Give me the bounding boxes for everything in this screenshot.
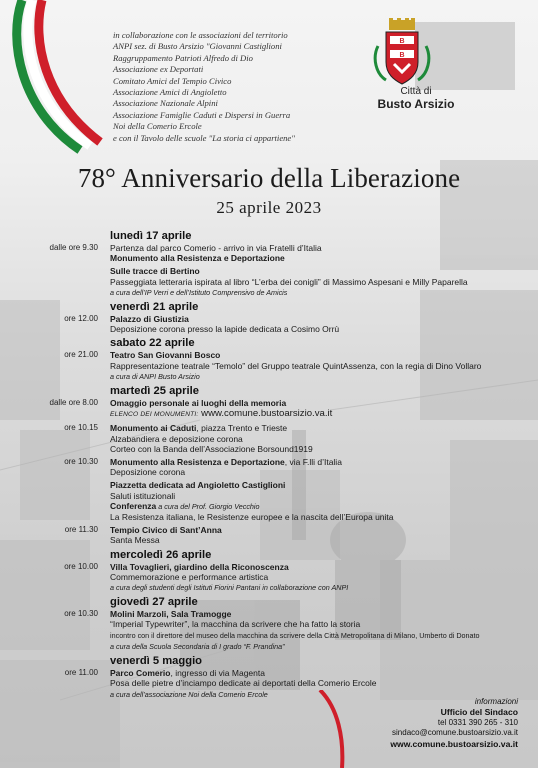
svg-text:B: B bbox=[399, 52, 405, 59]
event-text: Posa delle pietre d’inciampo dedicate ai deportati della Comerio Ercole bbox=[110, 678, 377, 689]
event-line bbox=[0, 562, 538, 572]
event-line bbox=[0, 350, 538, 360]
event-line bbox=[0, 619, 538, 629]
event-time: ore 11.00 bbox=[64, 668, 98, 678]
city-name-line2: Busto Arsizio bbox=[377, 97, 455, 111]
partner-line: Comitato Amici del Tempio Civico bbox=[113, 75, 232, 86]
day-heading: martedì 25 aprile bbox=[110, 385, 199, 398]
event-text: Monumento ai Caduti bbox=[110, 423, 197, 434]
event-time: ore 10.30 bbox=[64, 609, 98, 619]
day-heading: sabato 22 aprile bbox=[110, 337, 195, 350]
tricolor-ribbon bbox=[0, 0, 110, 160]
partner-line: Noi della Comerio Ercole bbox=[113, 121, 202, 132]
event-time: ore 21.00 bbox=[64, 350, 98, 360]
event-text-suffix: , ingresso di via Magenta bbox=[170, 668, 265, 679]
event-time: ore 11.30 bbox=[64, 525, 98, 535]
event-line bbox=[0, 572, 538, 582]
event-text: Saluti istituzionali bbox=[110, 490, 176, 501]
event-text: Corteo con la Banda dell’Associazione Borsound1919 bbox=[110, 443, 313, 454]
event-line bbox=[0, 361, 538, 371]
event-time: ore 12.00 bbox=[64, 314, 98, 324]
event-text: Deposizione corona presso la lapide dedicata a Cosimo Orrù bbox=[110, 324, 340, 335]
event-text: incontro con il direttore del museo della macchina da scrivere della Città Metropolitana di Milano, Umberto di Donato bbox=[110, 630, 480, 640]
event-line bbox=[0, 668, 538, 678]
event-text: Alzabandiera e deposizione corona bbox=[110, 433, 243, 444]
crest-icon bbox=[372, 18, 432, 86]
event-time: ore 10.00 bbox=[64, 561, 98, 571]
event-text: Molini Marzoli, Sala Tramogge bbox=[110, 609, 232, 620]
footer-email-link[interactable]: sindaco@comune.bustoarsizio.va.it bbox=[392, 728, 518, 738]
partner-line: Associazione Famiglie Caduti e Dispersi in Guerra bbox=[113, 109, 291, 120]
event-text: Tempio Civico di Sant’Anna bbox=[110, 525, 222, 536]
event-time: dalle ore 8.00 bbox=[49, 398, 98, 408]
decorative-arc bbox=[316, 690, 356, 768]
event-text: Sulle tracce di Bertino bbox=[110, 266, 200, 277]
event-date: 25 aprile 2023 bbox=[216, 198, 322, 217]
event-line bbox=[0, 408, 538, 420]
event-text-suffix: , via F.lli d’Italia bbox=[284, 457, 342, 468]
event-line bbox=[0, 467, 538, 477]
event-text: Monumento alla Resistenza e Deportazione bbox=[110, 457, 285, 468]
partner-line: in collaborazione con le associazioni del territorio bbox=[113, 30, 288, 40]
event-line bbox=[0, 501, 538, 512]
event-line bbox=[0, 371, 538, 382]
event-time: ore 10.30 bbox=[64, 457, 98, 467]
day-heading: lunedì 17 aprile bbox=[110, 230, 192, 242]
monuments-link[interactable]: www.comune.bustoarsizio.va.it bbox=[198, 408, 333, 420]
event-text: Deposizione corona bbox=[110, 467, 186, 478]
event-line bbox=[0, 609, 538, 619]
event-text: “Imperial Typewriter”, la macchina da scrivere che ha fatto la storia bbox=[110, 619, 361, 630]
event-line bbox=[0, 324, 538, 334]
partner-line: e con il Tavolo delle scuole "La storia ci appartiene" bbox=[113, 132, 295, 143]
partner-line: ANPI sez. di Busto Arsizio "Giovanni Castiglioni bbox=[113, 41, 282, 52]
event-text: Parco Comerio bbox=[110, 668, 171, 679]
event-text: Commemorazione e performance artistica bbox=[110, 571, 269, 582]
svg-text:B: B bbox=[399, 38, 405, 45]
event-text: Palazzo di Giustizia bbox=[110, 314, 189, 325]
event-line bbox=[0, 398, 538, 408]
event-line bbox=[0, 434, 538, 444]
city-logo-text bbox=[366, 85, 466, 111]
event-line bbox=[0, 266, 538, 276]
event-line bbox=[0, 277, 538, 287]
event-line bbox=[0, 535, 538, 545]
event-text-suffix: a cura del Prof. Giorgio Vecchio bbox=[156, 501, 260, 511]
event-line bbox=[0, 423, 538, 433]
event-time: ore 10.15 bbox=[64, 423, 98, 433]
event-line bbox=[0, 491, 538, 501]
partner-line: Associazione ex Deportati bbox=[113, 64, 204, 75]
event-text: Conferenza bbox=[110, 500, 157, 511]
info-footer bbox=[390, 697, 518, 749]
day-heading: mercoledì 26 aprile bbox=[110, 548, 212, 561]
event-text: Teatro San Giovanni Bosco bbox=[110, 350, 221, 361]
event-line bbox=[0, 678, 538, 688]
event-text: Omaggio personale ai luoghi della memoria bbox=[110, 398, 287, 409]
event-text: a cura degli studenti degli Istituti Fiorini Pantani in collaborazione con ANPI bbox=[110, 583, 349, 593]
event-line bbox=[0, 243, 538, 253]
partner-line: Associazione Nazionale Alpini bbox=[113, 98, 218, 109]
event-line bbox=[0, 480, 538, 490]
event-text: Santa Messa bbox=[110, 535, 160, 546]
event-line bbox=[0, 582, 538, 593]
event-line bbox=[0, 630, 538, 641]
event-text: ELENCO DEI MONUMENTI: bbox=[110, 411, 199, 419]
partner-list bbox=[113, 30, 295, 144]
event-time: dalle ore 9.30 bbox=[49, 243, 98, 252]
footer-web-link[interactable]: www.comune.bustoarsizio.va.it bbox=[390, 738, 518, 749]
event-text: a cura dell’associazione Noi della Comerio Ercole bbox=[110, 689, 268, 699]
event-line bbox=[0, 444, 538, 454]
event-text: Rappresentazione teatrale “Temolo” del Gruppo teatrale QuintAssenza, con la regia di Dino Vollaro bbox=[110, 360, 482, 371]
event-text: La Resistenza italiana, le Resistenze europee e la nascita dell’Europa unita bbox=[110, 512, 394, 523]
footer-phone: tel 0331 390 265 - 310 bbox=[437, 717, 518, 727]
event-text: a cura di ANPI Busto Arsizio bbox=[110, 371, 200, 381]
event-line bbox=[0, 287, 538, 298]
event-line bbox=[0, 314, 538, 324]
footer-office: Ufficio del Sindaco bbox=[440, 707, 518, 718]
event-text-suffix: , piazza Trento e Trieste bbox=[196, 423, 288, 434]
day-heading: venerdì 5 maggio bbox=[110, 655, 203, 668]
event-line bbox=[0, 641, 538, 652]
partner-line: Associazione Amici di Angioletto bbox=[113, 87, 227, 98]
city-name-line1: Città di bbox=[400, 86, 432, 97]
event-line bbox=[0, 525, 538, 535]
partner-line: Raggruppamento Patrioti Alfredo di Dio bbox=[113, 52, 253, 63]
day-heading: venerdì 21 aprile bbox=[110, 301, 199, 314]
event-line bbox=[0, 457, 538, 467]
day-heading: giovedì 27 aprile bbox=[110, 596, 198, 609]
event-line bbox=[0, 512, 538, 522]
event-line bbox=[0, 253, 538, 263]
footer-header: informazioni bbox=[474, 697, 518, 706]
event-text: Monumento alla Resistenza e Deportazione bbox=[110, 253, 285, 264]
event-text: Partenza dal parco Comerio - arrivo in via Fratelli d’Italia bbox=[110, 243, 322, 253]
event-text: a cura dell’IP Verri e dell’Istituto Comprensivo de Amicis bbox=[110, 287, 288, 297]
schedule bbox=[0, 230, 538, 703]
event-text: Piazzetta dedicata ad Angioletto Castiglioni bbox=[110, 480, 286, 491]
event-text: Passeggiata letteraria ispirata al libro “L’erba dei conigli” di Massimo Aspesani e Milly Paparella bbox=[110, 276, 468, 287]
event-text: a cura della Scuola Secondaria di I grado “F. Prandina” bbox=[110, 641, 285, 651]
event-text: Villa Tovaglieri, giardino della Riconoscenza bbox=[110, 561, 289, 572]
page-title: 78° Anniversario della Liberazione bbox=[77, 163, 461, 193]
